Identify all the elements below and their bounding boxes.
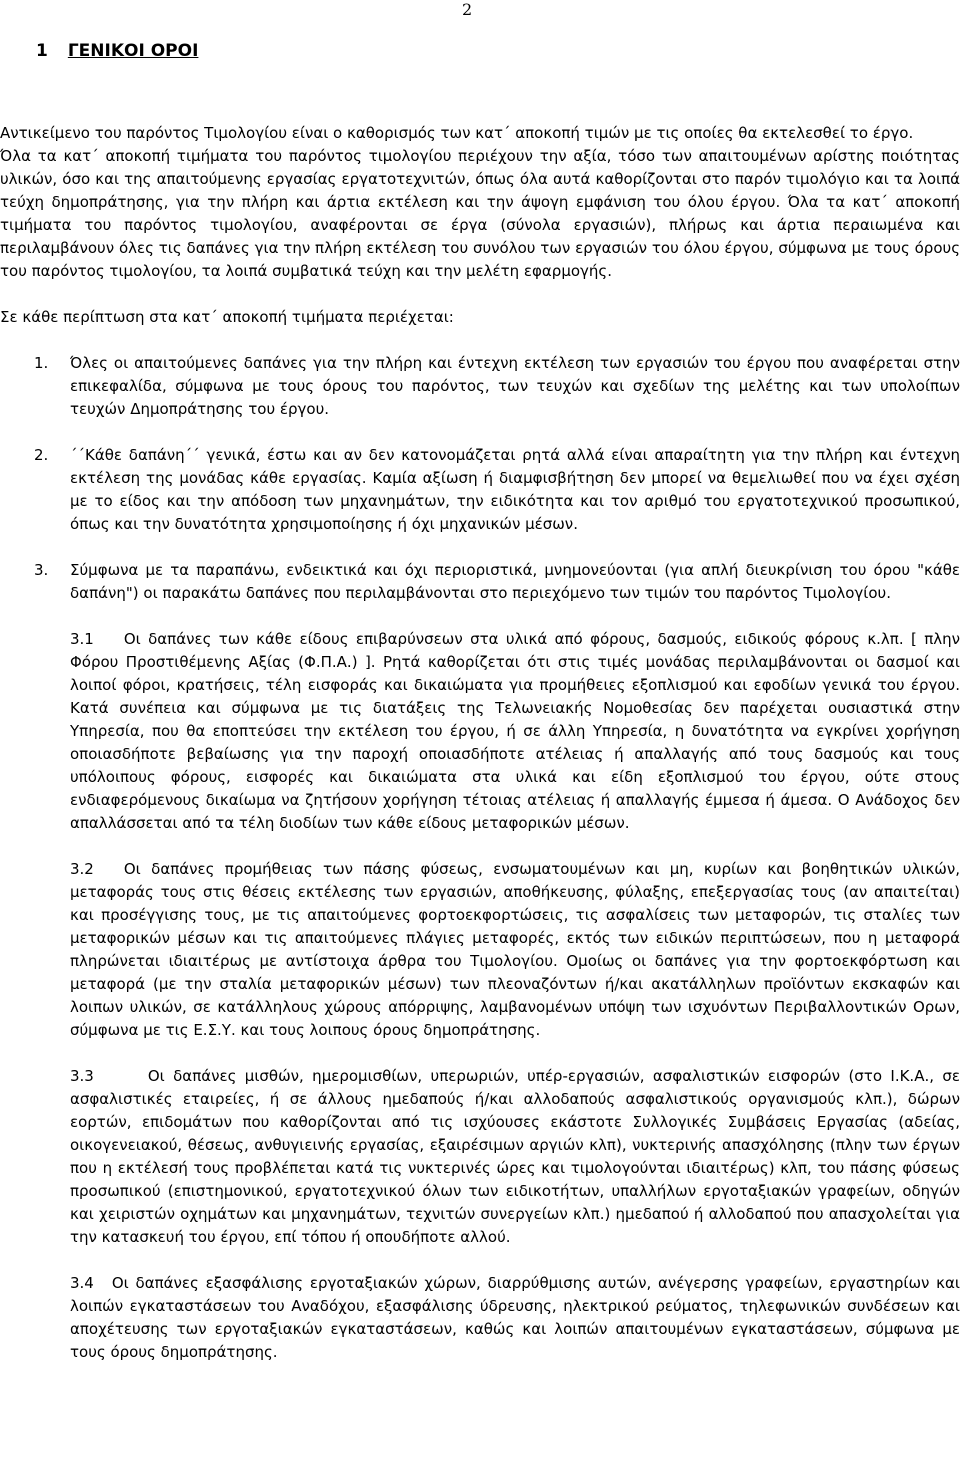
sub-item-number: 3.4 (70, 1274, 94, 1292)
sub-item-number: 3.1 (70, 630, 94, 648)
sub-item (70, 858, 960, 1042)
list-item-text: Όλες οι απαιτούμενες δαπάνες για την πλήρη και έντεχνη εκτέλεση των εργασιών του έργου που αναφέρεται στην επικεφαλίδα, σύμφωνα με τους όρους του παρόντος, των τευχών και σχεδίων της μελέτης και των υπολοίπων τευχών Δημοπράτησης του έργου. (70, 354, 960, 418)
list-item-number: 1. (34, 354, 49, 372)
page-number: 2 (462, 0, 473, 19)
list-item-number: 3. (34, 561, 49, 579)
list-item-number: 2. (34, 446, 49, 464)
list-item (0, 444, 960, 536)
list-item (0, 559, 960, 605)
intro-paragraph-3: Σε κάθε περίπτωση στα κατ΄ αποκοπή τιμήματα περιέχεται: (0, 308, 454, 326)
document-body (0, 122, 960, 1364)
sub-item-text: Οι δαπάνες των κάθε είδους επιβαρύνσεων στα υλικά από φόρους, δασμούς, ειδικούς φόρους κ.λπ. [ πλην Φόρου Προστιθέμενης Αξίας (Φ.Π.Α.) ]. Ρητά καθορίζεται ότι στις τιμές μονάδας περιλαμβάνονται οι δασμοί και λοιποί φόροι, κρατήσεις, τέλη εισφοράς και δικαιώματα για προμήθειες εξοπλισμού και εφοδίων γενικά του έργου. Κατά συνέπεια και σύμφωνα με τις διατάξεις της Τελωνειακής Νομοθεσίας δεν παρέχεται ουσιαστικά στην Υπηρεσία, που θα εποπτεύσει την εκτέλεση του έργου, ή σε άλλη Υπηρεσία, η δυνατότητα να εγκρίνει χορήγηση οποιασδήποτε βεβαίωσης για την παροχή οποιασδήποτε ατέλειας ή απαλλαγής από τους δασμούς και τους υπόλοιπους φόρους, εισφορές και δικαιώματα στα υλικά και είδη εξοπλισμού του έργου, ούτε στους ενδιαφερόμενους δικαίωμα να ζητήσουν χορήγηση τέτοιας ατέλειας ή απαλλαγής έμμεσα ή άμεσα. Ο Ανάδοχος δεν απαλλάσσεται από τα τέλη διοδίων των κάθε είδους μεταφορικών μέσων. (70, 630, 960, 832)
sub-item-text: Οι δαπάνες μισθών, ημερομισθίων, υπερωριών, υπέρ-εργασιών, ασφαλιστικών εισφορών (στο Ι.Κ.Α., σε ασφαλιστικές εταιρείες, ή σε άλλους ημεδαπούς ή/και αλλοδαπούς ασφαλιστικούς οργανισμούς κλπ.), δώρων εορτών, επιδομάτων που καθορίζονται από τις ισχύουσες εκάστοτε Συλλογικές Συμβάσεις Εργασίας (αδείας, οικογενειακού, θέσεως, ανθυγιεινής εργασίας, εξαιρέσιμων αργιών κλπ), νυκτερινής απασχόλησης (πλην των έργων που η εκτέλεσή τους προβλέπεται κατά τις νυκτερινές ώρες και τιμολογούνται ιδιαιτέρως) κλπ, του πάσης φύσεως προσωπικού (επιστημονικού, εργατοτεχνικού όλων των ειδικοτήτων, υπαλλήλων εργοταξιακών γραφείων, οδηγών και χειριστών οχημάτων και μηχανημάτων, τεχνιτών συνεργείων κλπ.) ημεδαπού ή αλλοδαπού που απασχολείται για την κατασκευή του έργου, επί τόπου ή οπουδήποτε αλλού. (70, 1067, 960, 1246)
section-heading (36, 40, 198, 62)
sub-item (70, 628, 960, 835)
sub-item-text: Οι δαπάνες εξασφάλισης εργοταξιακών χώρων, διαρρύθμισης αυτών, ανέγερσης γραφείων, εργαστηρίων και λοιπών εγκαταστάσεων του Αναδόχου, εξασφάλισης ύδρευσης, ηλεκτρικού ρεύματος, τηλεφωνικών συνδέσεων και αποχέτευσης των εργοταξιακών εγκαταστάσεων, καθώς και λοιπών απαιτουμένων εγκαταστάσεων, σύμφωνα με τους όρους δημοπράτησης. (70, 1274, 960, 1361)
intro-paragraph-1: Αντικείμενο του παρόντος Τιμολογίου είναι ο καθορισμός των κατ΄ αποκοπή τιμών με τις οποίες θα εκτελεσθεί το έργο. (0, 124, 914, 142)
intro-paragraph-2: Όλα τα κατ΄ αποκοπή τιμήματα του παρόντος τιμολογίου περιέχουν την αξία, τόσο των απαιτουμένων αρίστης ποιότητας υλικών, όσο και της απαιτούμενης εργασίας εργατοτεχνιτών, όπως όλα αυτά καθορίζονται στο παρόν τιμολόγιο και τα λοιπά τεύχη δημοπράτησης, για την πλήρη και άρτια εκτέλεση και την άψογη εμφάνιση του όλου έργου. Όλα τα κατ΄ αποκοπή τιμήματα του παρόντος τιμολογίου, αναφέρονται σε έργα (σύνολα εργασιών), πλήρως και άρτια περαιωμένα και περιλαμβάνουν όλες τις δαπάνες για την πλήρη εκτέλεση του συνόλου των εργασιών του όλου έργου, σύμφωνα με τους όρους του παρόντος τιμολογίου, τα λοιπά συμβατικά τεύχη και την μελέτη εφαρμογής. (0, 147, 960, 280)
sub-item-number: 3.2 (70, 860, 94, 878)
list-item (0, 352, 960, 421)
sub-item (70, 1272, 960, 1364)
sub-item-text: Οι δαπάνες προμήθειας των πάσης φύσεως, ενσωματουμένων και μη, κυρίων και βοηθητικών υλικών, μεταφοράς τους στις θέσεις εκτέλεσης των εργασιών, αποθήκευσης, φύλαξης, επεξεργασίας τους (αν απαιτείται) και προσέγγισης τους, με τις απαιτούμενες φορτοεκφορτώσεις, τις ασφαλίσεις των μεταφορών, τις σταλίες των μεταφορικών μέσων και τις απαιτούμενες πλάγιες μεταφορές, εκτός των ειδικών περιπτώσεων, που η μεταφορά πληρώνεται ιδιαιτέρως με αντίστοιχα άρθρα του Τιμολογίου. Ομοίως οι δαπάνες για την φορτοεκφόρτωση και μεταφορά (με την σταλία μεταφορικών μέσων) των πλεοναζόντων ή/και ακατάλληλων προϊόντων εκσκαφών και λοιπων υλικών, σε κατάλληλους χώρους απόρριψης, λαμβανομένων υπόψη των ισχυόντων Περιβαλλοντικών Ορων, σύμφωνα με τις Ε.Σ.Υ. και τους λοιπους όρους δημοπράτησης. (70, 860, 960, 1039)
section-title: ΓΕΝΙΚΟΙ ΟΡΟΙ (67, 41, 199, 61)
list-item-text: ΄΄Κάθε δαπάνη΄΄ γενικά, έστω και αν δεν κατονομάζεται ρητά αλλά είναι απαραίτητη για την πλήρη και έντεχνη εκτέλεση της μονάδας κάθε εργασίας. Καμία αξίωση ή διαμφισβήτηση δεν μπορεί να θεμελιωθεί που να έχει σχέση με το είδος και την απόδοση των μηχανημάτων, την ειδικότητα και τον αριθμό του εργατοτεχνικού προσωπικού, όπως και την δυνατότητα χρησιμοποίησης ή όχι μηχανικών μέσων. (70, 446, 960, 533)
list-item-text: Σύμφωνα με τα παραπάνω, ενδεικτικά και όχι περιοριστικά, μνημονεύονται (για απλή διευκρίνιση του όρου "κάθε δαπάνη") οι παρακάτω δαπάνες που περιλαμβάνονται στο περιεχόμενο των τιμών του παρόντος Τιμολογίου. (70, 561, 960, 602)
section-number: 1 (36, 41, 48, 61)
sub-item (70, 1065, 960, 1249)
sub-item-number: 3.3 (70, 1067, 94, 1085)
